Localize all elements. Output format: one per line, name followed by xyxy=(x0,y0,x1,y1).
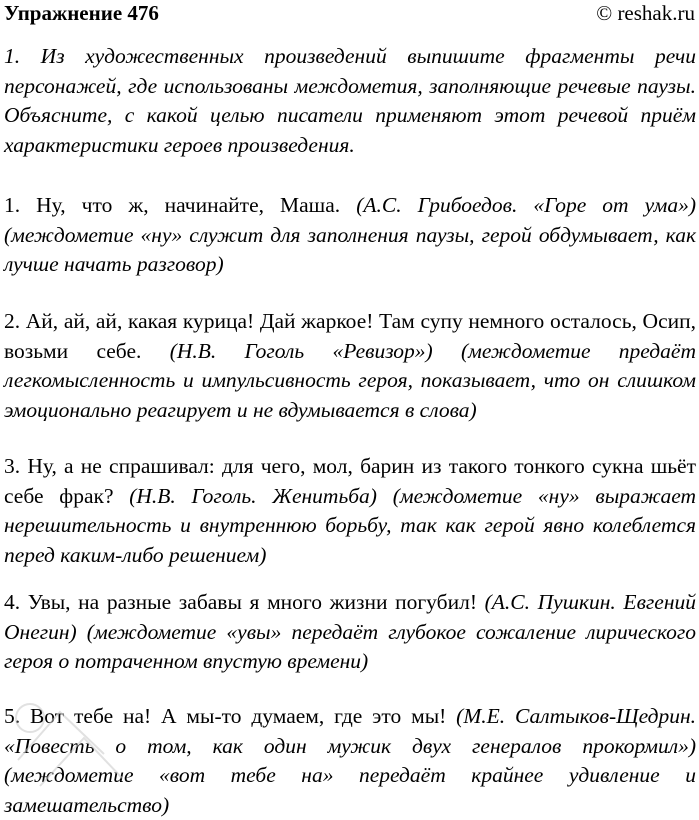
answer-quote: 3. Ну, а не спрашивал: для чего, мол, барин из такого тонкого сукна шьёт себе фрак? xyxy=(4,454,696,508)
answer-note: (Н.В. Гоголь «Ревизор») (междометие предаёт легкомысленность и импульсивность героя, показывает, что он слишком эмоционально реагирует и не вдумывается в слова) xyxy=(4,338,697,422)
source-credit: © reshak.ru xyxy=(596,1,695,25)
answer-quote: 2. Ай, ай, ай, какая курица! Дай жаркое! Там супу немного осталось, Осип, возьми себе. xyxy=(4,309,696,363)
answer-item xyxy=(4,307,696,425)
answer-note: (Н.В. Гоголь. Женитьба) (междометие «ну» выражает нерешительность и внутреннюю борьбу, так как герой явно колеблется перед каким-либо решением) xyxy=(4,483,697,567)
answer-note: (М.Е. Салтыков-Щедрин. «Повесть о том, как один мужик двух генералов прокормил») (междометие «вот тебе на» передаёт крайнее удивление и замешательство) xyxy=(4,704,696,817)
answer-note: (А.С. Грибоедов. «Горе от ума») (междометие «ну» служит для заполнения паузы, герой обдумывает, как лучше начать разговор) xyxy=(4,193,696,276)
answer-item xyxy=(4,588,696,677)
answer-item xyxy=(4,452,696,570)
answer-quote: 5. Вот тебе на! А мы-то думаем, где это мы! xyxy=(4,704,447,728)
exercise-title: Упражнение 476 xyxy=(4,1,159,25)
answer-item xyxy=(4,191,696,280)
page-header xyxy=(4,0,695,30)
answer-note: (А.С. Пушкин. Евгений Онегин) (междометие «увы» передаёт глубокое сожаление лирического героя о потраченном впустую времени) xyxy=(4,590,696,673)
answer-quote: 4. Увы, на разные забавы я много жизни погубил! xyxy=(4,590,477,614)
answer-quote: 1. Ну, что ж, начинайте, Маша. xyxy=(4,193,341,217)
task-text: 1. Из художественных произведений выпишите фрагменты речи персонажей, где использованы междометия, заполняющие речевые паузы. Объясните, с какой целью писатели применяют этот речевой приём характеристики героев произведения. xyxy=(4,44,696,157)
answer-item xyxy=(4,702,696,820)
